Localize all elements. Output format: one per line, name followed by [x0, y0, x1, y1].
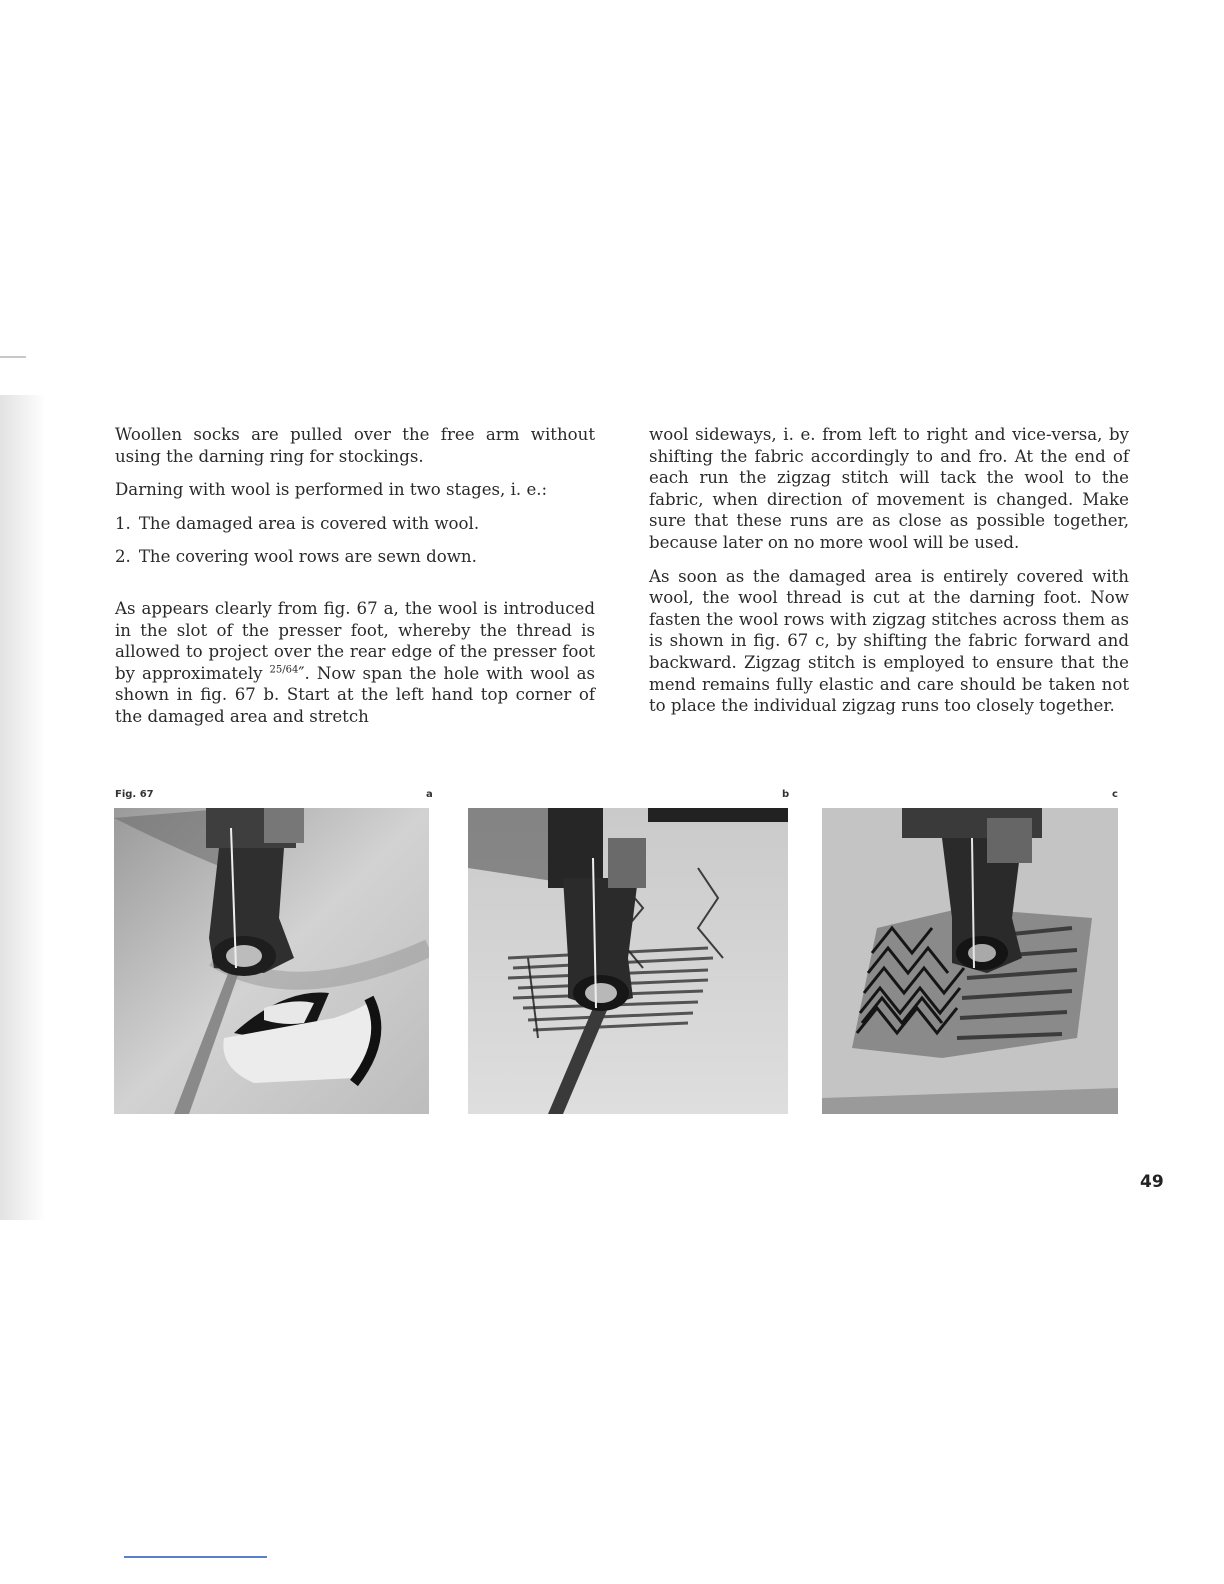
panel-label-c: c — [1112, 789, 1118, 800]
panel-label-a: a — [426, 789, 433, 800]
scan-mark — [0, 356, 26, 358]
bottom-rule-line — [124, 1556, 267, 1558]
paragraph-stretch-wool: wool sideways, i. e. from left to right and vice-versa, by shifting the fabric accordingly to and fro. At the end of each run the zigzag stitch will tack the wool to the fabric, when direction of movement is changed. Make sure that these runs are as close as possible together, because later on no more wool will be used. — [649, 425, 1129, 552]
paragraph-two-stages: Darning with wool is performed in two stages, i. e.: — [115, 480, 548, 500]
wool-rows-photo-icon — [468, 808, 788, 1114]
figure-label: Fig. 67 — [115, 789, 154, 800]
panel-label-b: b — [782, 789, 790, 800]
scan-edge-shadow — [0, 395, 46, 1220]
page-number: 49 — [1140, 1172, 1164, 1192]
zigzag-stitched-darn-photo-icon — [822, 808, 1118, 1114]
step-text: The damaged area is covered with wool. — [138, 513, 480, 533]
step-text: The covering wool rows are sewn down. — [138, 547, 477, 567]
paragraph-text-end: ″. Now span the hole with wool as shown in fig. 67 b. Start at the left hand top corner of the damaged area and stretch — [115, 663, 596, 726]
step-number: 1. — [115, 513, 131, 533]
paragraph-fig-67a — [115, 598, 595, 728]
right-text-column — [649, 424, 1129, 729]
step-number: 2. — [115, 547, 131, 567]
list-item-step-2 — [115, 546, 595, 568]
paragraph-text-start: As appears clearly from fig. 67 a, the wool is introduced in the slot of the presser foot, whereby the thread is allowed to project over the rear edge of the presser foot by approximately — [115, 598, 595, 683]
left-text-column — [115, 424, 595, 740]
darning-foot-hole-photo-icon — [114, 808, 429, 1114]
paragraph-free-arm: Woollen socks are pulled over the free arm without using the darning ring for stockings. — [115, 425, 595, 466]
paragraph-fasten-rows: As soon as the damaged area is entirely covered with wool, the wool thread is cut at the darning foot. Now fasten the wool rows with zigzag stitches across them as is shown in fig. 67 c, by shifting the fabric forward and backward. Zigzag stitch is employed to ensure that the mend remains fully elastic and care should be taken not to place the individual zigzag runs too closely together. — [649, 566, 1129, 716]
list-item-step-1 — [115, 513, 595, 535]
fraction-value: 25/64 — [269, 664, 299, 676]
